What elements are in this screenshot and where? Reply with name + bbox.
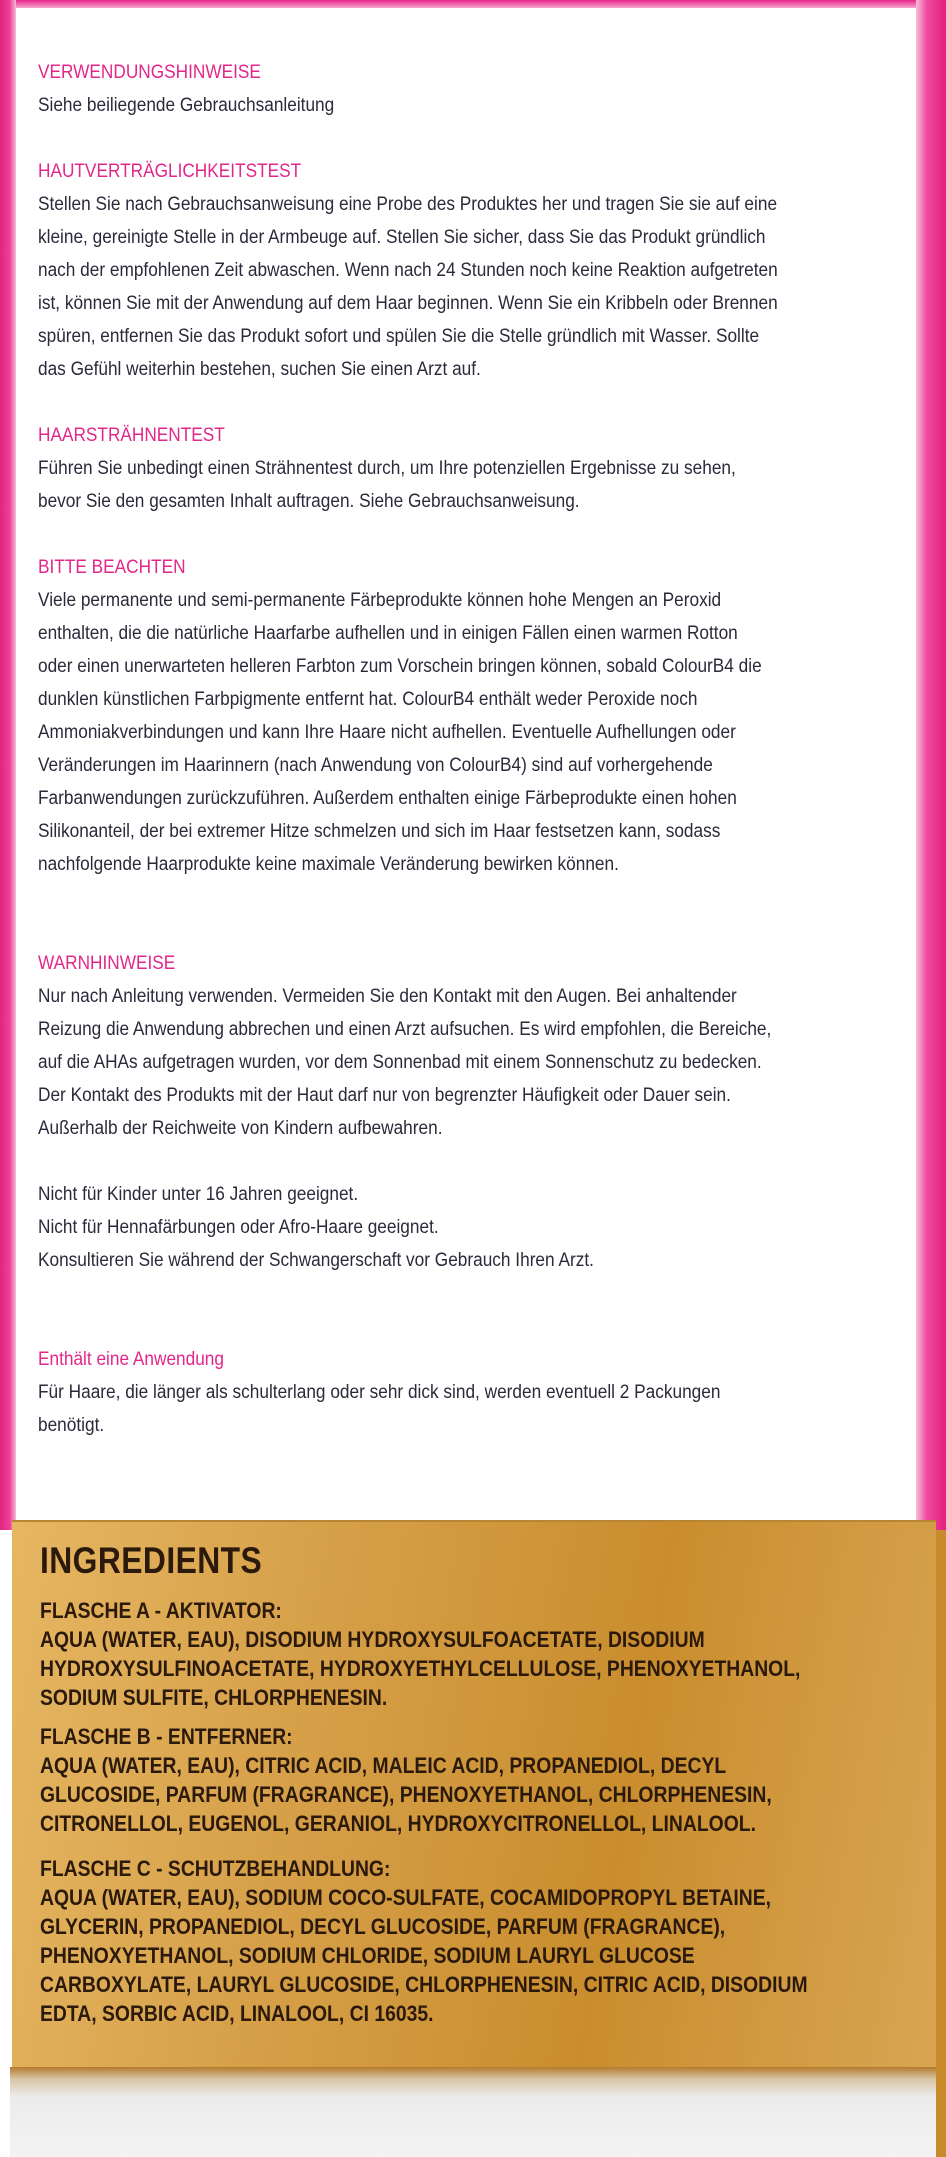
- ingredient-block-flasche-b: [40, 1722, 917, 1838]
- ingredient-line: CARBOXYLATE, LAURYL GLUCOSIDE, CHLORPHENESIN, CITRIC ACID, DISODIUM: [40, 1972, 808, 1997]
- section-bitte-beachten: [38, 551, 874, 881]
- section-enthaelt-eine-anwendung: [38, 1343, 874, 1442]
- section-heading: BITTE BEACHTEN: [38, 556, 186, 578]
- section-line: Konsultieren Sie während der Schwangerschaft vor Gebrauch Ihren Arzt.: [38, 1249, 594, 1271]
- section-heading: VERWENDUNGSHINWEISE: [38, 61, 261, 83]
- ingredients-list: [40, 1538, 917, 2038]
- section-line: auf die AHAs aufgetragen wurden, vor dem Sonnenbad mit einem Sonnenschutz zu bedecken.: [38, 1051, 762, 1073]
- section-line: Führen Sie unbedingt einen Strähnentest durch, um Ihre potenziellen Ergebnisse zu sehen,: [38, 457, 736, 479]
- section-line: bevor Sie den gesamten Inhalt auftragen. Siehe Gebrauchsanweisung.: [38, 490, 580, 512]
- ingredient-block-title: FLASCHE B - ENTFERNER:: [40, 1724, 293, 1749]
- ingredient-line: AQUA (WATER, EAU), CITRIC ACID, MALEIC ACID, PROPANEDIOL, DECYL: [40, 1753, 727, 1778]
- section-line: Der Kontakt des Produkts mit der Haut darf nur von begrenzter Häufigkeit oder Dauer sein.: [38, 1084, 731, 1106]
- ingredient-line: PHENOXYETHANOL, SODIUM CHLORIDE, SODIUM LAURYL GLUCOSE: [40, 1943, 695, 1968]
- ingredient-block-title: FLASCHE C - SCHUTZBEHANDLUNG:: [40, 1856, 391, 1881]
- section-line: benötigt.: [38, 1414, 105, 1436]
- package-right-edge-lower: [936, 1530, 946, 2157]
- ingredient-line: HYDROXYSULFINOACETATE, HYDROXYETHYLCELLULOSE, PHENOXYETHANOL,: [40, 1656, 801, 1681]
- section-line: Ammoniakverbindungen und kann Ihre Haare nicht aufhellen. Eventuelle Aufhellungen oder: [38, 721, 736, 743]
- section-hautvertraeglichkeitstest: [38, 155, 874, 386]
- ingredient-line: CITRONELLOL, EUGENOL, GERANIOL, HYDROXYCITRONELLOL, LINALOOL.: [40, 1811, 756, 1836]
- section-line: dunklen künstlichen Farbpigmente entfernt hat. ColourB4 enthält weder Peroxide noch: [38, 688, 698, 710]
- package-bottom-fold: [10, 2067, 936, 2157]
- section-verwendungshinweise: [38, 56, 874, 122]
- section-line: kleine, gereinigte Stelle in der Armbeuge auf. Stellen Sie sicher, dass Sie das Produkt gründlich: [38, 226, 766, 248]
- section-line: Reizung die Anwendung abbrechen und einen Arzt aufsuchen. Es wird empfohlen, die Bereiche,: [38, 1018, 772, 1040]
- section-line: Siehe beiliegende Gebrauchsanleitung: [38, 94, 335, 116]
- ingredient-block-flasche-a: [40, 1596, 917, 1712]
- section-line: Silikonanteil, der bei extremer Hitze schmelzen und sich im Haar festsetzen kann, sodass: [38, 820, 721, 842]
- section-line: ist, können Sie mit der Anwendung auf dem Haar beginnen. Wenn Sie ein Kribbeln oder Brennen: [38, 292, 778, 314]
- ingredient-line: AQUA (WATER, EAU), SODIUM COCO-SULFATE, COCAMIDOPROPYL BETAINE,: [40, 1885, 772, 1910]
- ingredient-line: EDTA, SORBIC ACID, LINALOOL, CI 16035.: [40, 2001, 434, 2026]
- section-line: Nur nach Anleitung verwenden. Vermeiden Sie den Kontakt mit den Augen. Bei anhaltender: [38, 985, 737, 1007]
- section-haarstraehnentest: [38, 419, 874, 518]
- ingredients-title: INGREDIENTS: [40, 1540, 263, 1581]
- section-line: Viele permanente und semi-permanente Färbeprodukte können hohe Mengen an Peroxid: [38, 589, 722, 611]
- section-line: oder einen unerwarteten helleren Farbton zum Vorschein bringen können, sobald ColourB4 die: [38, 655, 762, 677]
- section-heading: Enthält eine Anwendung: [38, 1348, 224, 1370]
- section-heading: WARNHINWEISE: [38, 952, 176, 974]
- ingredient-block-title: FLASCHE A - AKTIVATOR:: [40, 1598, 282, 1623]
- package-left-edge: [0, 0, 16, 1530]
- package-top-edge: [0, 0, 946, 8]
- section-heading: HAUTVERTRÄGLICHKEITSTEST: [38, 160, 302, 182]
- section-warnhinweise: [38, 947, 874, 1145]
- section-line: nachfolgende Haarprodukte keine maximale Veränderung bewirken können.: [38, 853, 619, 875]
- section-line: Veränderungen im Haarinnern (nach Anwendung von ColourB4) sind auf vorhergehende: [38, 754, 713, 776]
- ingredient-line: GLUCOSIDE, PARFUM (FRAGRANCE), PHENOXYETHANOL, CHLORPHENESIN,: [40, 1782, 772, 1807]
- package-right-edge: [916, 0, 946, 1530]
- ingredient-line: GLYCERIN, PROPANEDIOL, DECYL GLUCOSIDE, PARFUM (FRAGRANCE),: [40, 1914, 726, 1939]
- section-line: Außerhalb der Reichweite von Kindern aufbewahren.: [38, 1117, 443, 1139]
- section-line: Nicht für Kinder unter 16 Jahren geeignet.: [38, 1183, 359, 1205]
- section-line: Nicht für Hennafärbungen oder Afro-Haare geeignet.: [38, 1216, 439, 1238]
- section-line: nach der empfohlenen Zeit abwaschen. Wenn nach 24 Stunden noch keine Reaktion aufgetreten: [38, 259, 778, 281]
- section-line: spüren, entfernen Sie das Produkt sofort und spülen Sie die Stelle gründlich mit Wasser. Sollte: [38, 325, 760, 347]
- ingredient-line: AQUA (WATER, EAU), DISODIUM HYDROXYSULFOACETATE, DISODIUM: [40, 1627, 705, 1652]
- ingredient-line: SODIUM SULFITE, CHLORPHENESIN.: [40, 1685, 388, 1710]
- section-heading: HAARSTRÄHNENTEST: [38, 424, 225, 446]
- section-line: Stellen Sie nach Gebrauchsanweisung eine Probe des Produktes her und tragen Sie sie auf eine: [38, 193, 778, 215]
- section-suitability-notes: [38, 1178, 874, 1277]
- section-line: enthalten, die die natürliche Haarfarbe aufhellen und in einigen Fällen einen warmen Rotton: [38, 622, 738, 644]
- section-line: das Gefühl weiterhin bestehen, suchen Sie einen Arzt auf.: [38, 358, 481, 380]
- ingredient-block-flasche-c: [40, 1854, 917, 2028]
- section-line: Für Haare, die länger als schulterlang oder sehr dick sind, werden eventuell 2 Packungen: [38, 1381, 721, 1403]
- instructions-text: [38, 56, 874, 1442]
- section-line: Farbanwendungen zurückzuführen. Außerdem enthalten einige Färbeprodukte einen hohen: [38, 787, 737, 809]
